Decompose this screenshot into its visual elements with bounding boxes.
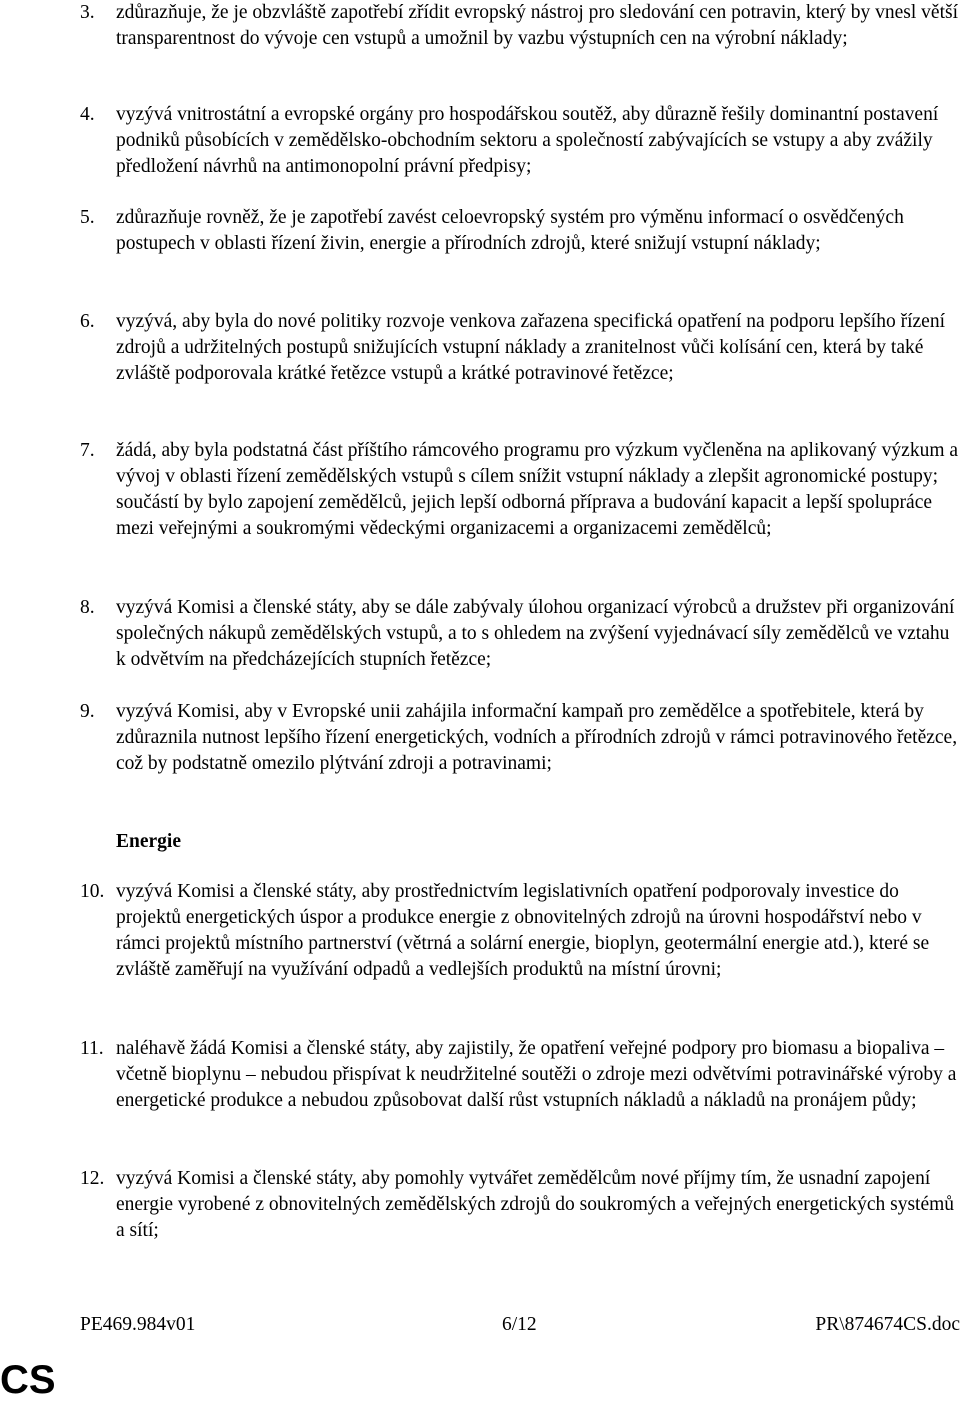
paragraph-text: žádá, aby byla podstatná část příštího rámcového programu pro výzkum vyčleněna na aplikovaný výzkum a vývoj v oblasti řízení zemědělských vstupů s cílem snížit vstupní náklady a zlepšit agronomické postupy; součástí by bylo zapojení zemědělců, jejich lepší odborná příprava a budování kapacit a lepší spolupráce mezi veřejnými a soukromými vědeckými organizacemi a organizacemi zemědělců; [116,440,959,539]
paragraph-text: vyzývá vnitrostátní a evropské orgány pro hospodářskou soutěž, aby důrazně řešily dominantní postavení podniků působících v zemědělsko-obchodním sektoru a společností zabývajících se vstupy a aby zvážily předložení návrhů na antimonopolní právní předpisy; [116,104,939,177]
paragraph-number: 9. [80,701,95,722]
footer-page-number: 6/12 [502,1314,537,1335]
paragraph-text: vyzývá Komisi, aby v Evropské unii zahájila informační kampaň pro zemědělce a spotřebitele, která by zdůraznila nutnost lepšího řízení energetických, vodních a přírodních zdrojů v rámci potravinového řetězce, což by podstatně omezilo plýtvání zdroji a potravinami; [116,701,958,774]
paragraph-number: 8. [80,597,95,618]
paragraph-number: 11. [80,1038,104,1059]
paragraph-text: vyzývá, aby byla do nové politiky rozvoje venkova zařazena specifická opatření na podporu lepšího řízení zdrojů a udržitelných postupů snižujících vstupní náklady a zranitelnost vůči kolísání cen, která by také zvláště podporovala krátké řetězce vstupů a krátké potravinové řetězce; [116,311,945,384]
paragraph-number: 5. [80,207,95,228]
paragraph-number: 6. [80,311,95,332]
paragraph-text: zdůrazňuje rovněž, že je zapotřebí zavést celoevropský systém pro výměnu informací o osvědčených postupech v oblasti řízení živin, energie a přírodních zdrojů, které snižují vstupní náklady; [116,207,904,254]
footer-doc-ref: PE469.984v01 [80,1314,196,1335]
paragraph-number: 12. [80,1168,105,1189]
paragraph-text: vyzývá Komisi a členské státy, aby pomohly vytvářet zemědělcům nové příjmy tím, že usnadní zapojení energie vyrobené z obnovitelných zemědělských zdrojů do soukromých a veřejných energetických systémů a sítí; [116,1168,955,1241]
paragraph-number: 4. [80,104,95,125]
paragraph-number: 7. [80,440,95,461]
paragraph-text: naléhavě žádá Komisi a členské státy, aby zajistily, že opatření veřejné podpory pro biomasu a biopaliva – včetně bioplynu – nebudou přispívat k neudržitelné soutěži o zdroje mezi odvětvími potravinářské výroby a energetické produkce a nebudou způsobovat další růst vstupních nákladů a nákladů na pronájem půdy; [116,1038,957,1111]
paragraph-text: zdůrazňuje, že je obzvláště zapotřebí zřídit evropský nástroj pro sledování cen potravin, který by vnesl větší transparentnost do vývoje cen vstupů a umožnil by vazbu výstupních cen na výrobní náklady; [116,2,959,49]
paragraph-number: 3. [80,2,95,23]
paragraph-text: vyzývá Komisi a členské státy, aby se dále zabývaly úlohou organizací výrobců a družstev při organizování společných nákupů zemědělských vstupů, a to s ohledem na zvýšení vyjednávací síly zemědělců ve vztahu k odvětvím na předcházejících stupních řetězce; [116,597,955,670]
paragraph-text: vyzývá Komisi a členské státy, aby prostřednictvím legislativních opatření podporovaly investice do projektů energetických úspor a produkce energie z obnovitelných zdrojů na úrovni hospodářství nebo v rámci projektů místního partnerství (větrná a solární energie, bioplyn, geotermální energie atd.), které se zvláště zaměřují na využívání odpadů a vedlejších produktů na místní úrovni; [116,881,930,980]
paragraph-number: 10. [80,881,105,902]
language-code: CS [0,1358,56,1402]
section-heading: Energie [116,831,181,852]
footer-file-name: PR\874674CS.doc [815,1314,960,1335]
